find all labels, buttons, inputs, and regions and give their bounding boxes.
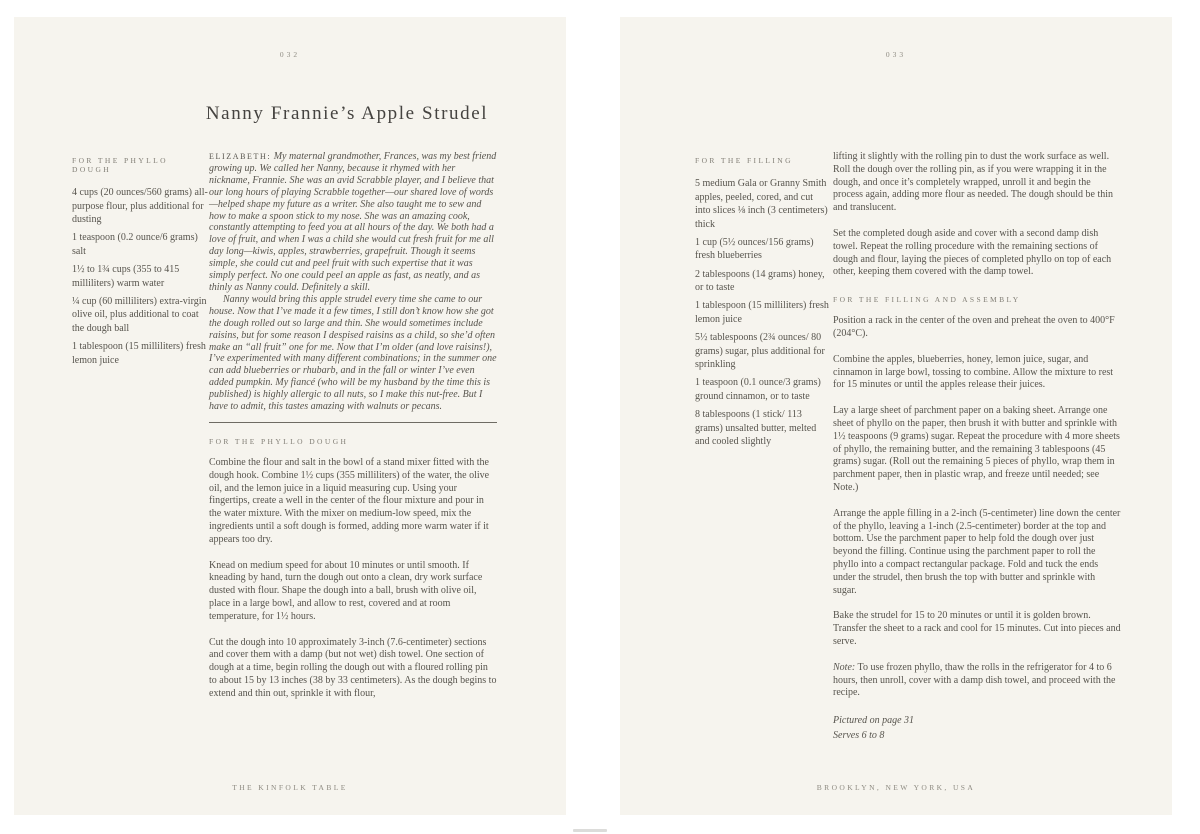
speaker-label: ELIZABETH: — [209, 152, 272, 161]
ingredient-item: 1 cup (5½ ounces/156 grams) fresh blueberries — [695, 236, 814, 262]
left-main-column — [209, 151, 497, 713]
instruction-paragraph: Set the completed dough aside and cover with a second damp dish towel. Repeat the rolling procedure with the remaining sections of dough and flour, laying the pieces of completed phyllo on top of each other, keeping them covered with the damp towel. — [833, 227, 1112, 278]
note-text: To use frozen phyllo, thaw the rolls in the refrigerator for 4 to 6 hours, then unroll, cover with a damp dish towel, and proceed with the recipe. — [833, 661, 1116, 699]
recipe-title: Nanny Frannie’s Apple Strudel — [205, 103, 489, 124]
note-label: Note: — [833, 661, 856, 673]
ingredient-item: 4 cups (20 ounces/560 grams) all-purpose flour, plus additional for dusting — [72, 187, 208, 226]
right-main-column — [833, 151, 1121, 743]
instruction-paragraph: Knead on medium speed for about 10 minutes or until smooth. If kneading by hand, turn the dough out onto a clean, dry work surface dusted with flour. Shape the dough into a ball, brush with olive oil, place in a large bowl, and allow to rest, covered and at room temperature, for 1½ hours. — [209, 559, 483, 622]
instruction-paragraph: Lay a large sheet of parchment paper on a baking sheet. Arrange one sheet of phyllo on the paper, then brush it with butter and sprinkle with 1½ teaspoons (9 grams) sugar. Repeat the procedure with 4 more sheets of phyllo, the remaining butter, and the remaining 3 tablespoons (45 grams) sugar. (Roll out the remaining 5 pieces of phyllo, wrap them in parchment paper, then in plastic wrap, and freeze until needed; see Note.) — [833, 405, 1120, 493]
ingredient-item: 1 tablespoon (15 milliliters) fresh lemon juice — [695, 300, 829, 325]
intro-paragraph — [209, 151, 497, 294]
instruction-paragraph: Position a rack in the center of the oven and preheat the oven to 400°F (204°C). — [833, 315, 1115, 339]
ingredients-phyllo-dough — [72, 156, 210, 372]
ingredient-item: 1½ to 1¾ cups (355 to 415 milliliters) warm water — [72, 263, 180, 289]
location-footer: BROOKLYN, NEW YORK, USA — [816, 783, 976, 792]
ingredient-item: 2 tablespoons (14 grams) honey, or to taste — [695, 268, 825, 294]
pictured-note: Pictured on page 31 — [833, 715, 915, 727]
book-title-footer: THE KINFOLK TABLE — [232, 783, 348, 792]
instruction-paragraph: Bake the strudel for 15 to 20 minutes or until it is golden brown. Transfer the sheet to a rack and cool for 15 minutes. Cut into pieces and serve. — [833, 610, 1121, 647]
ingredient-item: 1 teaspoon (0.2 ounce/6 grams) salt — [72, 232, 198, 257]
page-number-left: 032 — [279, 50, 301, 59]
intro-paragraph: Nanny would bring this apple strudel every time she came to our house. Now that I’ve made it a few times, I still don’t know how she got the dough rolled out so large and thin. She would sometimes include raisins, but for some reason I despised raisins as a child, so she’d often make an “all fruit” one for me. Now that I’m older (and love raisins!), I’ve experimented with many different combinations; in the summer one can add blueberries or rhubarb, and in the fall or winter I’ve even added pumpkin. My fiancé (who will be my husband by the time this is published) is highly allergic to all nuts, so I make this nut-free. But I have to admit, this tastes amazing with walnuts or pecans. — [209, 293, 497, 413]
section-divider — [209, 422, 497, 423]
ingredient-item: ¼ cup (60 milliliters) extra-virgin olive oil, plus additional to coat the dough ball — [72, 295, 207, 334]
section-heading-assembly: FOR THE FILLING AND ASSEMBLY — [833, 295, 1021, 305]
serves-note: Serves 6 to 8 — [833, 730, 885, 742]
ingredient-item: 5½ tablespoons (2¾ ounces/ 80 grams) sugar, plus additional for sprinkling — [695, 331, 825, 371]
ingredients-heading: FOR THE FILLING — [695, 156, 793, 165]
instruction-paragraph: Combine the flour and salt in the bowl of a stand mixer fitted with the dough hook. Combine 1½ cups (355 milliliters) of the water, the olive oil, and the lemon juice in a liquid measuring cup. Using your fingertips, create a well in the center of the flour mixture and pour in the water mixture. With the mixer on medium-low speed, mix the ingredients until a soft dough is formed, adding more warm water if it appears too dry. — [209, 456, 490, 545]
note-paragraph — [833, 662, 1121, 700]
ingredients-heading: FOR THE PHYLLO DOUGH — [72, 156, 168, 174]
instruction-paragraph: Combine the apples, blueberries, honey, lemon juice, sugar, and cinnamon in large bowl, tossing to combine. Allow the mixture to rest for 15 minutes or until the apples release their juices. — [833, 353, 1114, 391]
ingredient-item: 5 medium Gala or Granny Smith apples, peeled, cored, and cut into slices ⅛ inch (3 centimeters) thick — [695, 178, 828, 230]
page-divider-bar — [573, 829, 607, 832]
ingredient-item: 1 tablespoon (15 milliliters) fresh lemon juice — [72, 340, 206, 366]
ingredient-item: 1 teaspoon (0.1 ounce/3 grams) ground cinnamon, or to taste — [695, 377, 821, 402]
ingredient-item: 8 tablespoons (1 stick/ 113 grams) unsalted butter, melted and cooled slightly — [695, 408, 817, 448]
ingredients-filling — [695, 156, 829, 453]
instruction-paragraph: lifting it slightly with the rolling pin to dust the work surface as well. Roll the dough over the rolling pin, as if you were wrapping it in the dough, and once it’s completely wrapped, unroll it and begin the process again, adding more flour as needed. The dough should be thin and translucent. — [833, 151, 1114, 214]
intro-text: My maternal grandmother, Frances, was my best friend growing up. We called her Nanny, because it rhymed with her nickname, Frannie. She was an avid Scrabble player, and I believe that our long hours of playing Scrabble together—our shared love of words—helped shape my future as a writer. She also taught me to sew and how to make a spoon stick to my nose. She was an amazing cook, constantly attempting to feed you at all hours of the day. We both had a love of fruit, and when I was a child she would cut fresh fruit for me all day long—kiwis, apples, strawberries, grapefruit. Though it seems simple, she could cut and peel fruit with such expertise that it was simply perfect. No one could peel an apple as fast, as neatly, and as thinly as Nanny could. Definitely a skill. — [209, 151, 497, 293]
page-right — [620, 17, 1172, 815]
instruction-paragraph: Arrange the apple filling in a 2-inch (5-centimeter) line down the center of the phyllo, leaving a 1-inch (2.5-centimeter) border at the top and bottom. Use the parchment paper to help fold the dough over just beyond the filling. Continue using the parchment paper to roll the phyllo into a compact rectangular package. Fold and tuck the ends under the strudel, then brush the top with butter and sprinkle with sugar. — [833, 507, 1121, 596]
page-left — [14, 17, 566, 815]
section-heading-phyllo: FOR THE PHYLLO DOUGH — [209, 436, 349, 446]
page-number-right: 033 — [885, 50, 907, 59]
instruction-paragraph: Cut the dough into 10 approximately 3-inch (7.6-centimeter) sections and cover them with a damp (but not wet) dish towel. One section of dough at a time, begin rolling the dough out with a floured rolling pin to about 15 by 13 inches (38 by 33 centimeters). As the dough begins to extend and thin out, sprinkle it with flour, — [209, 636, 497, 699]
